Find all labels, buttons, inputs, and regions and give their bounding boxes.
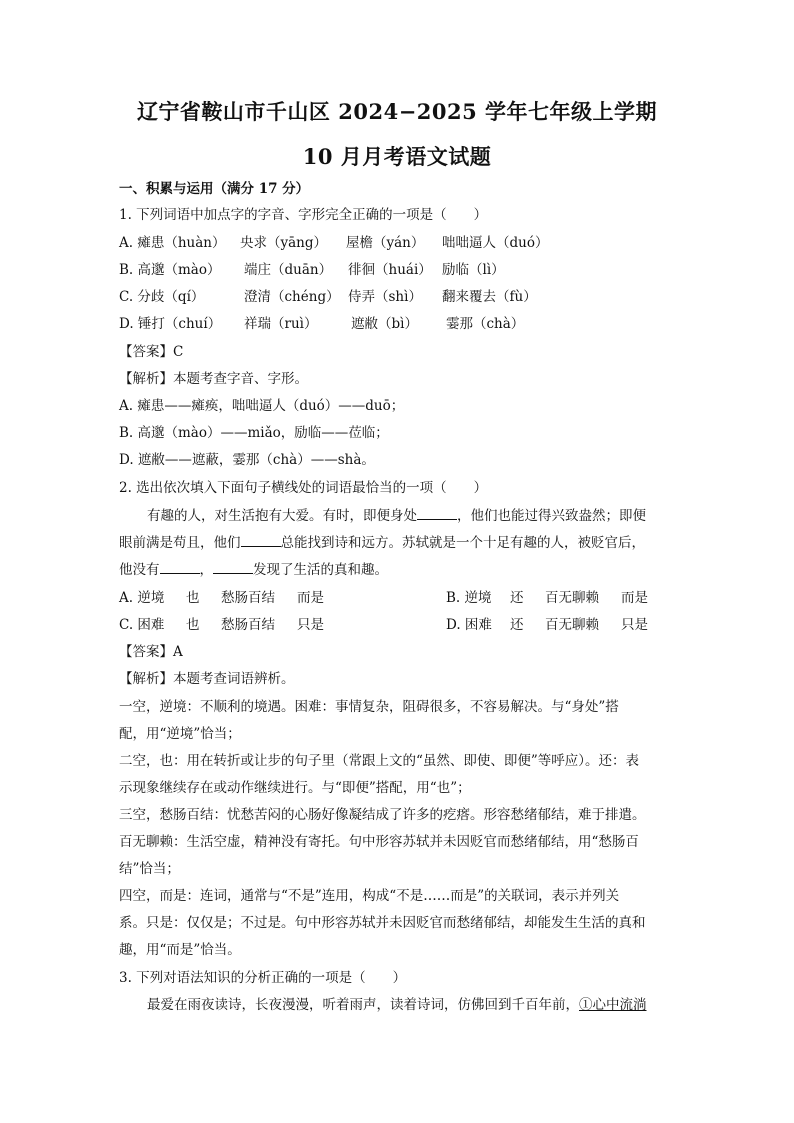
q2-analysis-line: 配，用“逆境”恰当； xyxy=(119,726,241,742)
q2-analysis-line: 结”恰当； xyxy=(119,861,180,877)
q1-option-b-3: 徘徊（huái） xyxy=(348,262,432,278)
fill-blank-3 xyxy=(160,561,200,574)
q2-analysis-line: 二空，也：用在转折或让步的句子里（常跟上文的“虽然、即使、即便”等呼应）。还：表 xyxy=(119,753,640,769)
fill-blank-2 xyxy=(241,534,281,547)
q1-analysis-line: 【解析】本题考查字音、字形。 xyxy=(119,371,308,387)
q3-passage-line1: 最爱在雨夜读诗，长夜漫漫，听着雨声，读着诗词，仿佛回到千百年前，①心中流淌 xyxy=(147,997,647,1013)
q2-option-c-4: 只是 xyxy=(297,617,324,633)
q2-analysis-line: 一空，逆境：不顺利的境遇。困难：事情复杂，阻碍很多，不容易解决。与“身处”搭 xyxy=(119,699,619,715)
q1-option-a-1: A. 瘫患（huàn） xyxy=(119,235,226,251)
q2-option-a-3: 愁肠百结 xyxy=(221,590,275,606)
q2-option-d-2: 还 xyxy=(510,617,524,633)
q2-answer: 【答案】A xyxy=(119,644,183,660)
q1-option-c-2: 澄清（chéng） xyxy=(244,289,340,305)
q1-option-c-4: 翻来覆去（fù） xyxy=(442,289,537,305)
q2-option-b-4: 而是 xyxy=(621,590,648,606)
q2-analysis-line: 四空，而是：连词，通常与“不是”连用，构成“不是……而是”的关联词，表示并列关 xyxy=(119,888,620,904)
doc-title-line1: 辽宁省鞍山市千山区 2024−2025 学年七年级上学期 xyxy=(136,99,658,124)
q2-analysis-line: 百无聊赖：生活空虚，精神没有寄托。句中形容苏轼并未因贬官而愁绪郁结，用“愁肠百 xyxy=(119,834,639,850)
q2-option-c-1: C. 困难 xyxy=(119,617,165,633)
q2-analysis-line: 趣，用“而是”恰当。 xyxy=(119,942,241,958)
q2-passage-line1: 有趣的人，对生活抱有大爱。有时，即便身处 ，他们也能过得兴致盎然；即便 xyxy=(147,508,646,524)
q2-analysis-line: 示现象继续存在或动作继续进行。与“即便”搭配，用“也”； xyxy=(119,780,471,796)
q1-option-a-3: 屋檐（yán） xyxy=(346,235,425,251)
q2-analysis-line: 系。只是：仅仅是；不过是。句中形容苏轼并未因贬官而愁绪郁结，却能发生生活的真和 xyxy=(119,915,646,931)
doc-title-line2: 10 月月考语文试题 xyxy=(302,144,492,169)
underlined-phrase: ①心中流淌 xyxy=(579,997,647,1013)
q1-option-d-3: 遮敝（bì） xyxy=(351,316,418,332)
q2-option-d-3: 百无聊赖 xyxy=(545,617,599,633)
q2-option-b-2: 还 xyxy=(510,590,524,606)
q3-stem: 3. 下列对语法知识的分析正确的一项是（ ） xyxy=(119,970,407,986)
q2-option-a-4: 而是 xyxy=(297,590,324,606)
fill-blank-1 xyxy=(417,507,457,520)
q2-option-b-3: 百无聊赖 xyxy=(545,590,599,606)
section-heading: 一、积累与运用（满分 17 分） xyxy=(119,181,310,197)
q1-analysis-line: A. 瘫患——瘫痪，咄咄逼人（duó）——duō； xyxy=(119,398,405,414)
q2-option-c-2: 也 xyxy=(186,617,200,633)
q1-option-d-2: 祥瑞（ruì） xyxy=(244,316,318,332)
q1-option-a-4: 咄咄逼人（duó） xyxy=(442,235,549,251)
q2-option-c-3: 愁肠百结 xyxy=(221,617,275,633)
q2-option-d-1: D. 困难 xyxy=(446,617,492,633)
q2-analysis-line: 三空，愁肠百结：忧愁苦闷的心肠好像凝结成了许多的疙瘩。形容愁绪郁结，难于排遣。 xyxy=(119,807,646,823)
q1-analysis-line: D. 遮敝——遮蔽，霎那（chà）——shà。 xyxy=(119,452,375,468)
q2-stem: 2. 选出依次填入下面句子横线处的词语最恰当的一项（ ） xyxy=(119,480,488,496)
q2-passage-line3: 他没有 ， 发现了生活的真和趣。 xyxy=(119,562,388,578)
q1-option-c-3: 侍弄（shì） xyxy=(348,289,422,305)
q2-analysis-line: 【解析】本题考查词语辨析。 xyxy=(119,671,295,687)
q2-option-a-2: 也 xyxy=(186,590,200,606)
q2-option-d-4: 只是 xyxy=(621,617,648,633)
q1-option-d-4: 霎那（chà） xyxy=(446,316,525,332)
q1-option-b-2: 端庄（duān） xyxy=(244,262,333,278)
q2-option-a-1: A. 逆境 xyxy=(119,590,165,606)
q1-option-d-1: D. 锤打（chuí） xyxy=(119,316,222,332)
q1-option-c-1: C. 分歧（qí） xyxy=(119,289,205,305)
q2-option-b-1: B. 逆境 xyxy=(446,590,492,606)
q1-option-a-2: 央求（yāng） xyxy=(240,235,328,251)
q1-option-b-4: 励临（lì） xyxy=(442,262,505,278)
q1-analysis-line: B. 高邈（mào）——miǎo，励临——莅临； xyxy=(119,425,389,441)
q2-passage-line2: 眼前满是苟且，他们 总能找到诗和远方。苏轼就是一个十足有趣的人，被贬官后， xyxy=(119,535,645,551)
q1-stem: 1. 下列词语中加点字的字音、字形完全正确的一项是（ ） xyxy=(119,207,488,223)
q1-option-b-1: B. 高邈（mào） xyxy=(119,262,221,278)
q1-answer: 【答案】C xyxy=(119,344,184,360)
fill-blank-4 xyxy=(213,561,253,574)
